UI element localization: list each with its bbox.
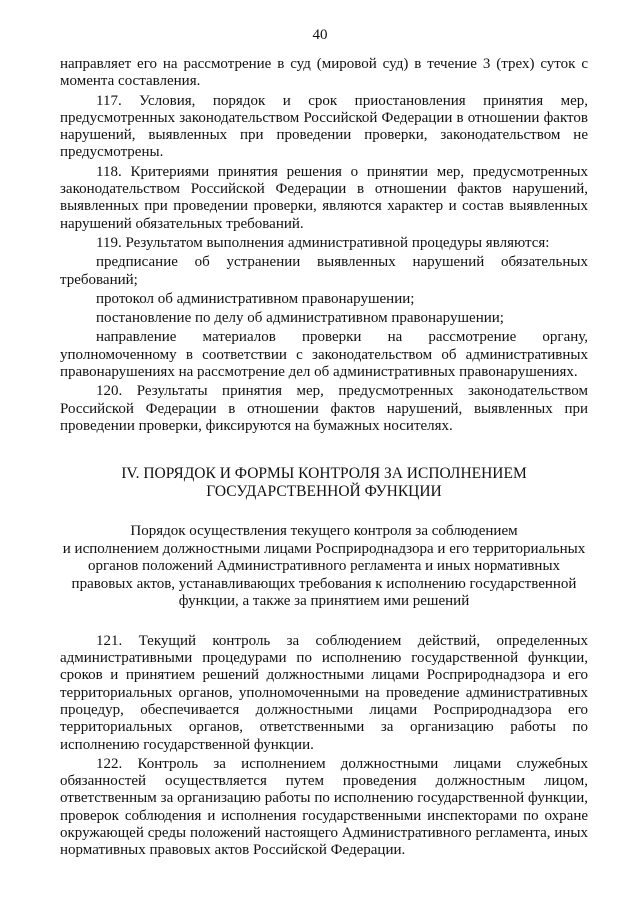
subsection-heading-line-4: правовых актов, устанавливающих требования к исполнению государственной	[71, 575, 577, 592]
paragraph-118: 118. Критериями принятия решения о принятии мер, предусмотренных законодательством Российской Федерации в отношении фактов нарушений, выявленных при проведении проверки, являются характер и состав выявленных нарушений обязательных требований.	[60, 163, 588, 232]
paragraph-continuation: направляет его на рассмотрение в суд (мировой суд) в течение 3 (трех) суток с момента составления.	[60, 56, 588, 90]
list-item-protocol: протокол об административном правонарушении;	[96, 290, 415, 307]
subsection-heading	[60, 523, 588, 611]
subsection-heading-line-2: и исполнением должностными лицами Росприроднадзора и его территориальных	[62, 540, 586, 557]
section-heading-line-2: ГОСУДАРСТВЕННОЙ ФУНКЦИИ	[206, 483, 442, 501]
paragraph-117: 117. Условия, порядок и срок приостановления принятия мер, предусмотренных законодательством Российской Федерации в отношении фактов нарушений, выявленных при проведении проверки, законодательством не предусмотрены.	[60, 92, 588, 161]
document-body	[60, 56, 588, 862]
paragraph-120: 120. Результаты принятия мер, предусмотренных законодательством Российской Федерации в отношении фактов нарушений, выявленных при проведении проверки, фиксируются на бумажных носителях.	[60, 383, 588, 434]
list-item-prescription: предписание об устранении выявленных нарушений обязательных требований;	[60, 254, 588, 288]
paragraph-119: 119. Результатом выполнения административной процедуры являются:	[96, 234, 550, 251]
paragraph-121: 121. Текущий контроль за соблюдением действий, определенных административными процедурами по исполнению государственной функции, сроков и принятием решений должностными лицами Росприроднадзора и его территориальных органов, уполномоченными на проведение административных процедур, обеспечивается должностными лицами Росприроднадзора его территориальных органов, ответственными за организацию работы по исполнению государственной функции.	[60, 632, 588, 753]
subsection-heading-line-5: функции, а также за принятием ими решений	[178, 593, 470, 610]
subsection-heading-line-1: Порядок осуществления текущего контроля за соблюдением	[130, 523, 518, 540]
section-heading-line-1: IV. ПОРЯДОК И ФОРМЫ КОНТРОЛЯ ЗА ИСПОЛНЕНИЕМ	[121, 465, 527, 483]
paragraph-122: 122. Контроль за исполнением должностными лицами служебных обязанностей осуществляется путем проведения должностным лицом, ответственным за организацию работы по исполнению государственной функции, проверок соблюдения и исполнения государственными инспекторами по охране окружающей среды положений настоящего Административного регламента, иных нормативных правовых актов Российской Федерации.	[60, 755, 588, 859]
list-item-referral: направление материалов проверки на рассмотрение органу, уполномоченному в соответствии с законодательством об административных правонарушениях на рассмотрение дел об административных правонарушениях.	[60, 329, 588, 381]
page-number: 40	[312, 27, 328, 43]
section-heading	[60, 465, 588, 501]
list-item-resolution: постановление по делу об административном правонарушении;	[96, 310, 504, 327]
subsection-heading-line-3: органов положений Административного регламента и иных нормативных	[87, 558, 561, 575]
